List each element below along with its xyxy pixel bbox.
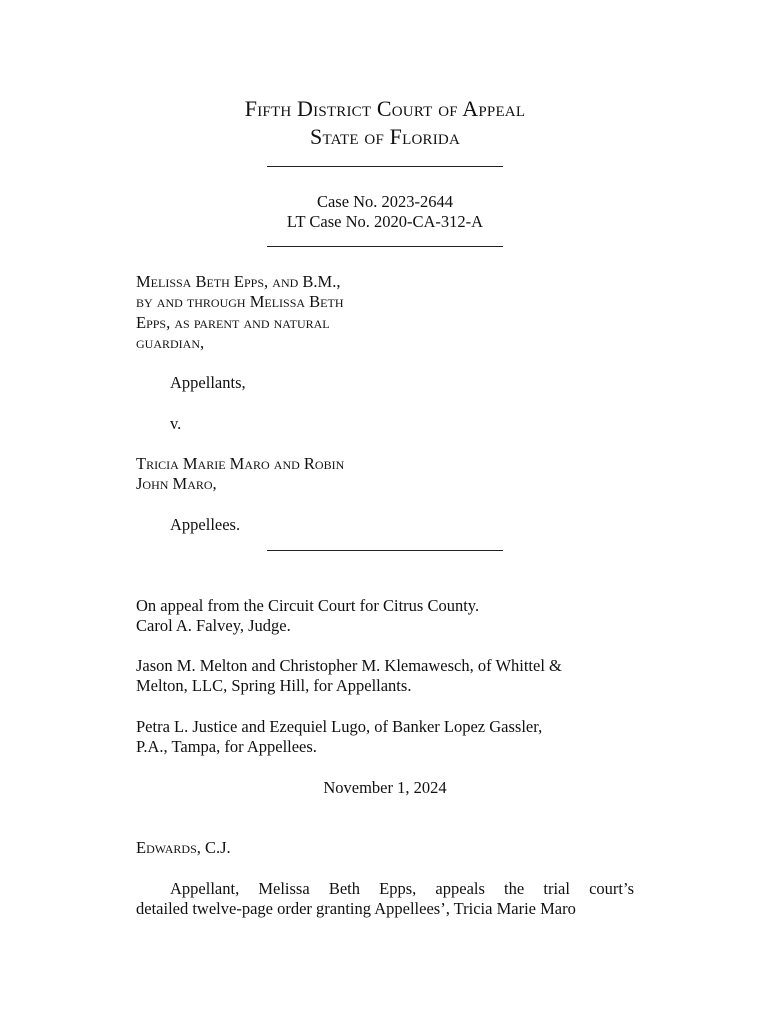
counsel-line: Petra L. Justice and Ezequiel Lugo, of Banker Lopez Gassler, xyxy=(136,717,543,736)
opinion-author: Edwards, C.J. xyxy=(136,838,231,857)
paragraph-line: detailed twelve-page order granting Appellees’, Tricia Marie Maro xyxy=(136,899,576,919)
counsel-line: Melton, LLC, Spring Hill, for Appellants. xyxy=(136,676,412,696)
court-state: State of Florida xyxy=(310,124,460,149)
paragraph-line: Appellant, Melissa Beth Epps, appeals the trial court’s xyxy=(170,879,634,898)
appellees-counsel xyxy=(136,717,542,758)
appellees-line: John Maro, xyxy=(136,474,217,494)
appellants-names xyxy=(136,272,344,354)
appellants-counsel xyxy=(136,656,562,697)
opinion-date: November 1, 2024 xyxy=(323,778,447,797)
appellants-line: Melissa Beth Epps, and B.M., xyxy=(136,272,341,291)
appellants-line: guardian, xyxy=(136,333,205,353)
judge-line: Carol A. Falvey, Judge. xyxy=(136,616,291,636)
appellees-line: Tricia Marie Maro and Robin xyxy=(136,454,345,473)
divider-rule xyxy=(267,550,503,551)
appellees-label: Appellees. xyxy=(170,515,241,534)
appeal-origin-line: On appeal from the Circuit Court for Citrus County. xyxy=(136,596,480,615)
opinion-paragraph xyxy=(136,879,634,920)
divider-rule xyxy=(267,166,503,167)
appellees-names xyxy=(136,454,344,495)
case-number: Case No. 2023-2644 xyxy=(316,192,454,211)
appeal-origin xyxy=(136,596,479,637)
court-name: Fifth District Court of Appeal xyxy=(244,96,526,121)
appellants-line: by and through Melissa Beth xyxy=(136,292,344,312)
versus: v. xyxy=(170,414,182,433)
appellants-line: Epps, as parent and natural xyxy=(136,312,330,332)
divider-rule xyxy=(267,246,503,247)
counsel-line: P.A., Tampa, for Appellees. xyxy=(136,737,317,757)
counsel-line: Jason M. Melton and Christopher M. Klemawesch, of Whittel & xyxy=(136,656,562,675)
lower-tribunal-case-number: LT Case No. 2020-CA-312-A xyxy=(286,212,484,231)
appellants-label: Appellants, xyxy=(170,373,246,392)
